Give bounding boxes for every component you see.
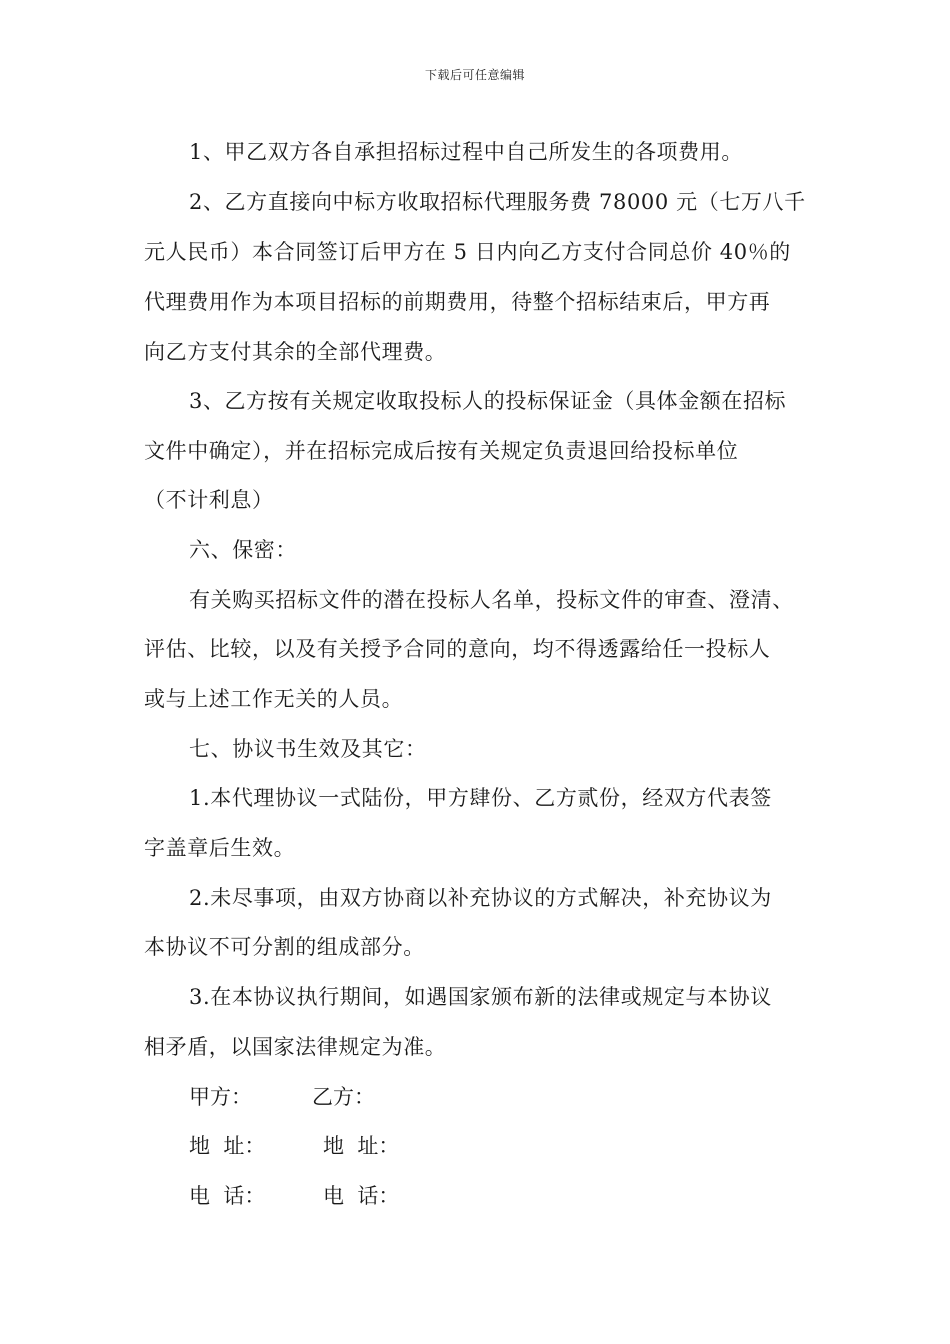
clause-line: 代理费用作为本项目招标的前期费用，待整个招标结束后，甲方再 (144, 290, 771, 314)
section-heading: 七、协议书生效及其它： (189, 737, 427, 761)
party-a-address-label: 地 址： (189, 1134, 266, 1158)
clause-line: 2、乙方直接向中标方收取招标代理服务费 78000 元（七万八千 (189, 190, 806, 214)
page-header: 下载后可任意编辑 (424, 68, 525, 82)
clause-line: 评估、比较，以及有关授予合同的意向，均不得透露给任一投标人 (144, 637, 771, 661)
clause-line: 或与上述工作无关的人员。 (144, 687, 404, 711)
party-b-address-label: 地 址： (323, 1134, 400, 1158)
party-b-phone-label: 电 话： (323, 1184, 400, 1208)
clause-line: 字盖章后生效。 (144, 836, 296, 860)
clause-line: 向乙方支付其余的全部代理费。 (144, 340, 447, 364)
clause-line: 1.本代理协议一式陆份，甲方肆份、乙方贰份，经双方代表签 (189, 786, 772, 810)
clause-line: 本协议不可分割的组成部分。 (144, 935, 425, 959)
party-a-phone-label: 电 话： (189, 1184, 266, 1208)
clause-line: 3、乙方按有关规定收取投标人的投标保证金（具体金额在招标 (189, 389, 787, 413)
clause-line: 1、甲乙双方各自承担招标过程中自己所发生的各项费用。 (189, 140, 743, 164)
clause-line: 2.未尽事项，由双方协商以补充协议的方式解决，补充协议为 (189, 886, 772, 910)
section-heading: 六、保密： (189, 538, 297, 562)
clause-line: 3.在本协议执行期间，如遇国家颁布新的法律或规定与本协议 (189, 985, 772, 1009)
clause-line: 文件中确定），并在招标完成后按有关规定负责退回给投标单位 (144, 439, 739, 463)
clause-line: （不计利息） (144, 488, 274, 512)
clause-line: 有关购买招标文件的潜在投标人名单，投标文件的审查、澄清、 (189, 588, 794, 612)
party-a-label: 甲方： (189, 1085, 252, 1109)
clause-line: 元人民币）本合同签订后甲方在 5 日内向乙方支付合同总价 40％的 (144, 240, 791, 264)
clause-line: 相矛盾，以国家法律规定为准。 (144, 1035, 447, 1059)
party-b-label: 乙方： (312, 1085, 375, 1109)
